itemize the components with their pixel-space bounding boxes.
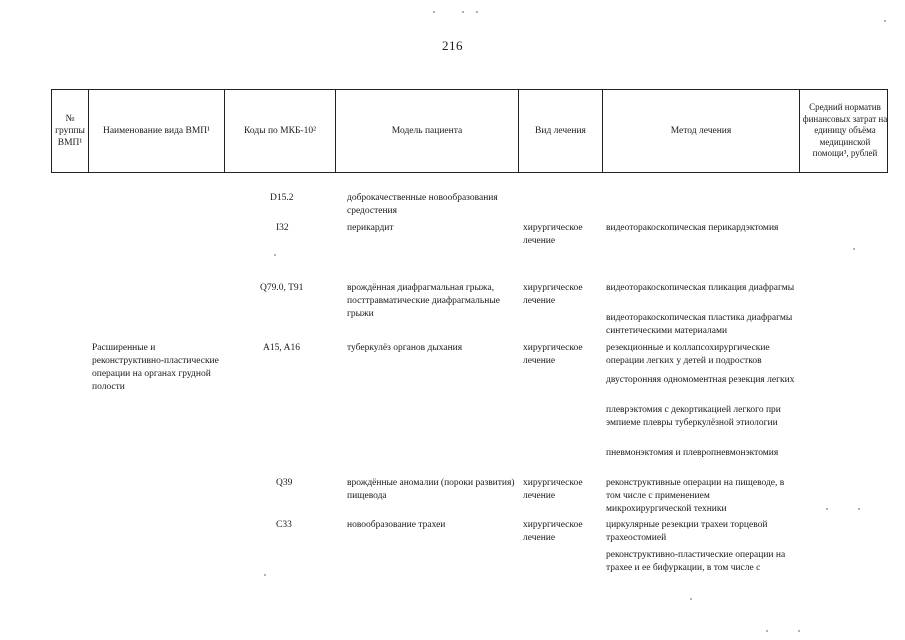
header-treatment-method: Метод лечения — [670, 126, 732, 136]
icd-code-cell: A15, A16 — [263, 343, 300, 353]
header-group-number: № группы ВМП¹ — [55, 114, 85, 148]
patient-model-cell: перикардит — [347, 223, 394, 233]
patient-model-cell: туберкулёз органов дыхания — [347, 343, 463, 353]
scan-speck — [884, 20, 886, 22]
scan-speck — [274, 254, 276, 256]
treatment-method-item: двусторонняя одномоментная резекция легких — [606, 375, 795, 385]
patient-model-cell: врождённые аномалии (пороки развития) пищевода — [347, 478, 515, 501]
patient-model-cell: врождённая диафрагмальная грыжа, посттравматические диафрагмальные грыжи — [347, 283, 500, 319]
scan-speck — [264, 574, 266, 576]
treatment-type-cell: хирургическое лечение — [523, 223, 583, 246]
table-header — [51, 89, 888, 173]
icd-code-cell: Q39 — [276, 478, 293, 488]
treatment-method-item: плеврэктомия с декортикацией легкого при эмпиеме плевры туберкулёзной этиологии — [606, 405, 781, 428]
scan-speck — [462, 11, 464, 13]
header-cost: Средний норматив финансовых затрат на единицу объёма медицинской помощи³, рублей — [802, 102, 888, 159]
scan-speck — [853, 248, 855, 250]
treatment-method-item: пневмонэктомия и плевропневмонэктомия — [606, 448, 779, 458]
header-vmp-name: Наименование вида ВМП¹ — [102, 126, 211, 136]
scan-speck — [433, 11, 435, 13]
scan-speck — [798, 630, 800, 632]
treatment-type-cell: хирургическое лечение — [523, 283, 583, 306]
header-patient-model: Модель пациента — [391, 126, 463, 136]
column-divider — [799, 90, 800, 172]
treatment-method-item: видеоторакоскопическая пликация диафрагмы — [606, 283, 795, 293]
patient-model-cell: доброкачественные новообразования средостения — [347, 193, 498, 216]
patient-model-cell: новообразование трахеи — [347, 520, 446, 530]
icd-code-cell: I32 — [276, 223, 289, 233]
treatment-method-item: реконструктивные операции на пищеводе, в том числе с применением микрохирургической техники — [606, 478, 785, 514]
treatment-type-cell: хирургическое лечение — [523, 343, 583, 366]
treatment-method-item: реконструктивно-пластические операции на трахее и ее бифуркации, в том числе с — [606, 550, 786, 573]
scan-speck — [826, 508, 828, 510]
treatment-method-item: циркулярные резекции трахеи торцевой трахеостомией — [606, 520, 768, 543]
treatment-type-cell: хирургическое лечение — [523, 478, 583, 501]
icd-code-cell: Q79.0, T91 — [260, 283, 304, 293]
header-icd-codes: Коды по МКБ-10² — [244, 126, 316, 136]
scan-speck — [690, 598, 692, 600]
treatment-method-item: видеоторакоскопическая перикардэктомия — [606, 223, 779, 233]
scan-speck — [476, 11, 478, 13]
header-treatment-type: Вид лечения — [535, 126, 586, 136]
icd-code-cell: D15.2 — [270, 193, 294, 203]
scan-speck — [858, 508, 860, 510]
treatment-type-cell: хирургическое лечение — [523, 520, 583, 543]
page-number: 216 — [442, 38, 463, 53]
treatment-method-item: резекционные и коллапсохирургические операции легких у детей и подростков — [606, 343, 770, 366]
scan-speck — [766, 630, 768, 632]
treatment-method-item: видеоторакоскопическая пластика диафрагмы синтетическими материалами — [606, 313, 793, 336]
icd-code-cell: C33 — [276, 520, 292, 530]
vmp-name-cell: Расширенные и реконструктивно-пластические операции на органах грудной полости — [92, 343, 219, 392]
